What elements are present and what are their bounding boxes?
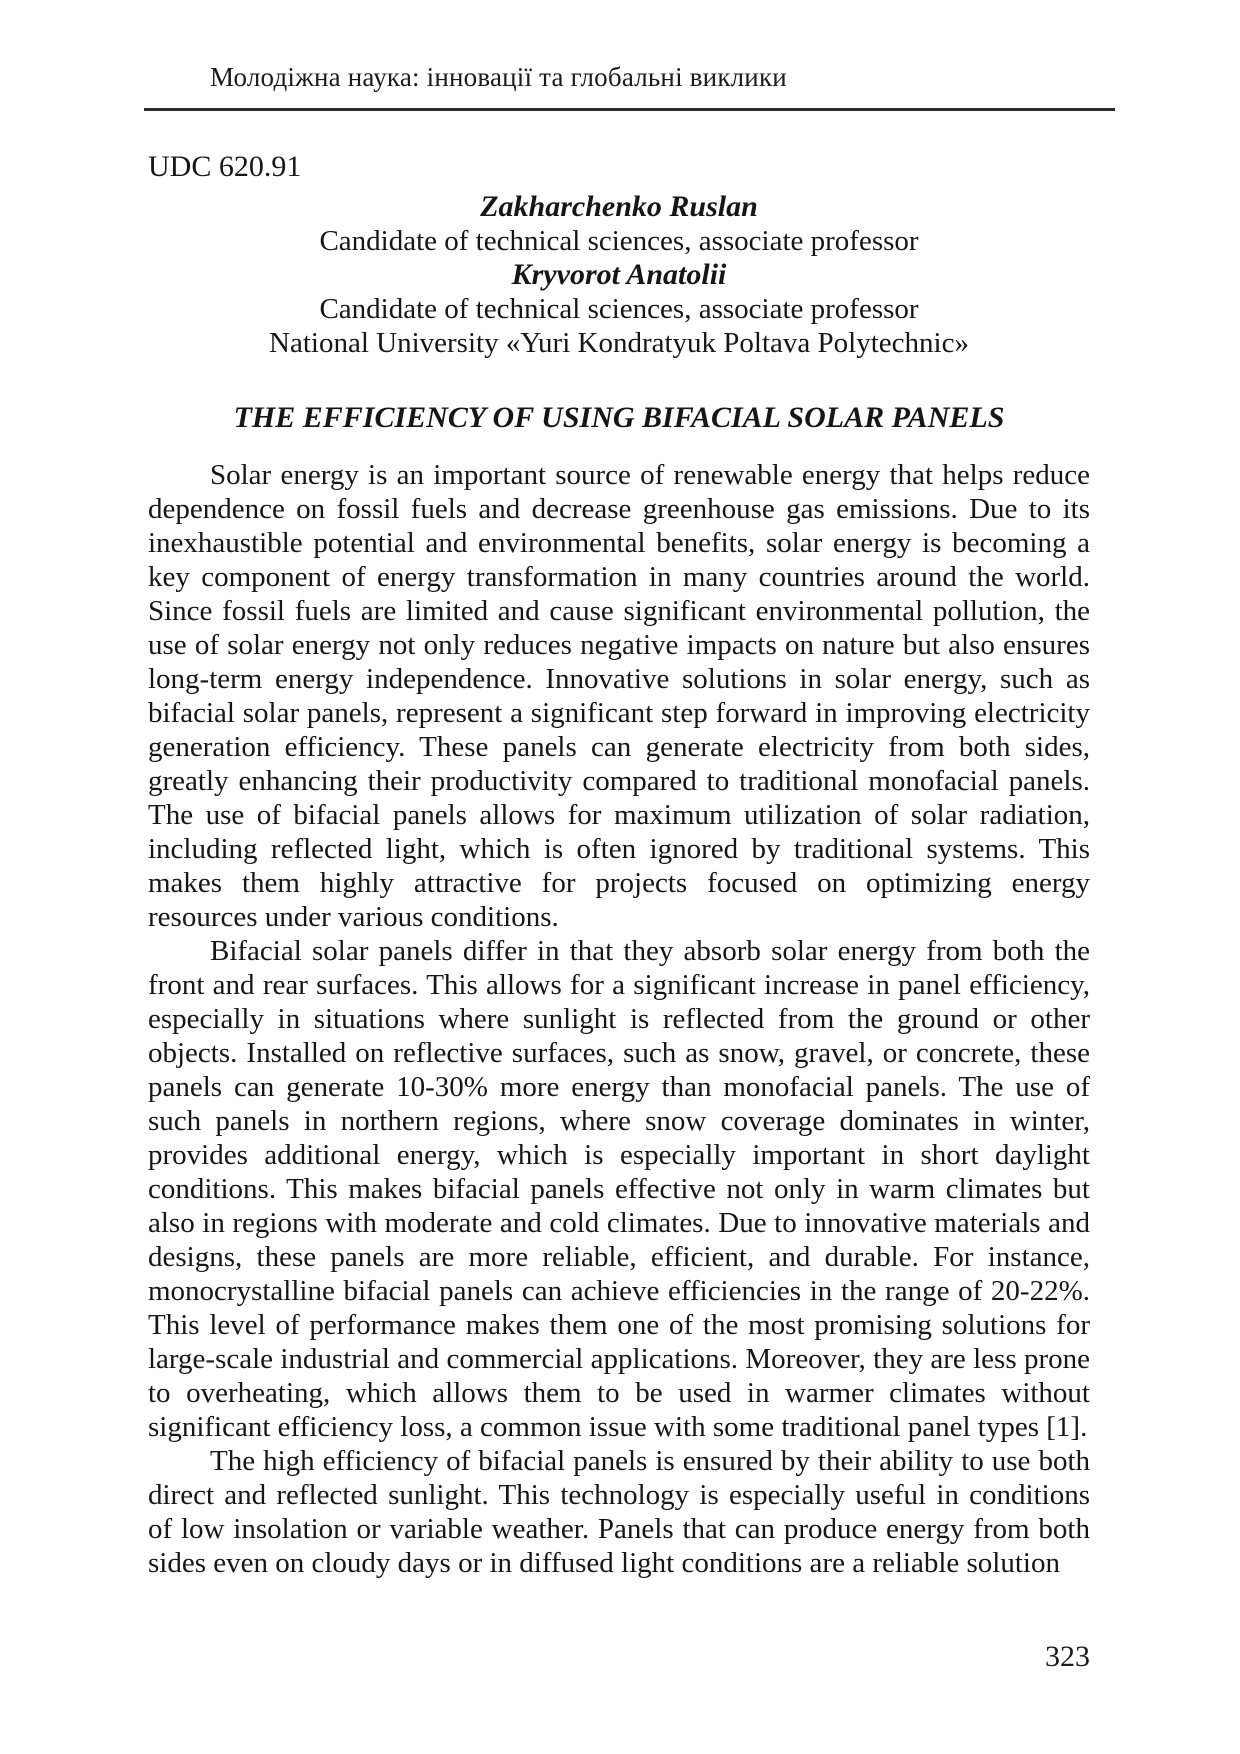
paragraph: Solar energy is an important source of renewable energy that helps reduce dependence on fossil fuels and decrease greenhouse gas emissions. Due to its inexhaustible potential and environmental benefits, solar energy is becoming a key component of energy transformation in many countries around the world. Since fossil fuels are limited and cause significant environmental pollution, the use of solar energy not only reduces negative impacts on nature but also ensures long-term energy independence. Innovative solutions in solar energy, such as bifacial solar panels, represent a significant step forward in improving electricity generation efficiency. These panels can generate electricity from both sides, greatly enhancing their productivity compared to traditional monofacial panels. The use of bifacial panels allows for maximum utilization of solar radiation, including reflected light, which is often ignored by traditional systems. This makes them highly attractive for projects focused on optimizing energy resources under various conditions. — [148, 459, 1090, 933]
author-role: Candidate of technical sciences, associate professor — [319, 293, 919, 325]
affiliation: National University «Yuri Kondratyuk Poltava Polytechnic» — [269, 327, 969, 359]
running-head: Молодіжна наука: інновації та глобальні виклики — [210, 62, 787, 92]
udc-code: UDC 620.91 — [148, 150, 302, 183]
author-name: Kryvorot Anatolii — [511, 258, 727, 291]
header-rule — [144, 108, 1115, 111]
page-number: 323 — [1045, 1640, 1090, 1673]
author-role: Candidate of technical sciences, associate professor — [319, 225, 919, 257]
text-column — [148, 150, 1090, 1580]
paragraph: Bifacial solar panels differ in that they absorb solar energy from both the front and rear surfaces. This allows for a significant increase in panel efficiency, especially in situations where sunlight is reflected from the ground or other objects. Installed on reflective surfaces, such as snow, gravel, or concrete, these panels can generate 10-30% more energy than monofacial panels. The use of such panels in northern regions, where snow coverage dominates in winter, provides additional energy, which is especially important in short daylight conditions. This makes bifacial panels effective not only in warm climates but also in regions with moderate and cold climates. Due to innovative materials and designs, these panels are more reliable, efficient, and durable. For instance, monocrystalline bifacial panels can achieve efficiencies in the range of 20-22%. This level of performance makes them one of the most promising solutions for large-scale industrial and commercial applications. Moreover, they are less prone to overheating, which allows them to be used in warmer climates without significant efficiency loss, a common issue with some traditional panel types [1]. — [148, 935, 1090, 1443]
paragraph: The high efficiency of bifacial panels is ensured by their ability to use both direct and reflected sunlight. This technology is especially useful in conditions of low insolation or variable weather. Panels that can produce energy from both sides even on cloudy days or in diffused light conditions are a reliable solution — [148, 1445, 1090, 1579]
article-title: THE EFFICIENCY OF USING BIFACIAL SOLAR PANELS — [233, 401, 1005, 434]
article-body — [148, 458, 1090, 1580]
author-name: Zakharchenko Ruslan — [480, 190, 758, 223]
author-block — [148, 190, 1090, 360]
